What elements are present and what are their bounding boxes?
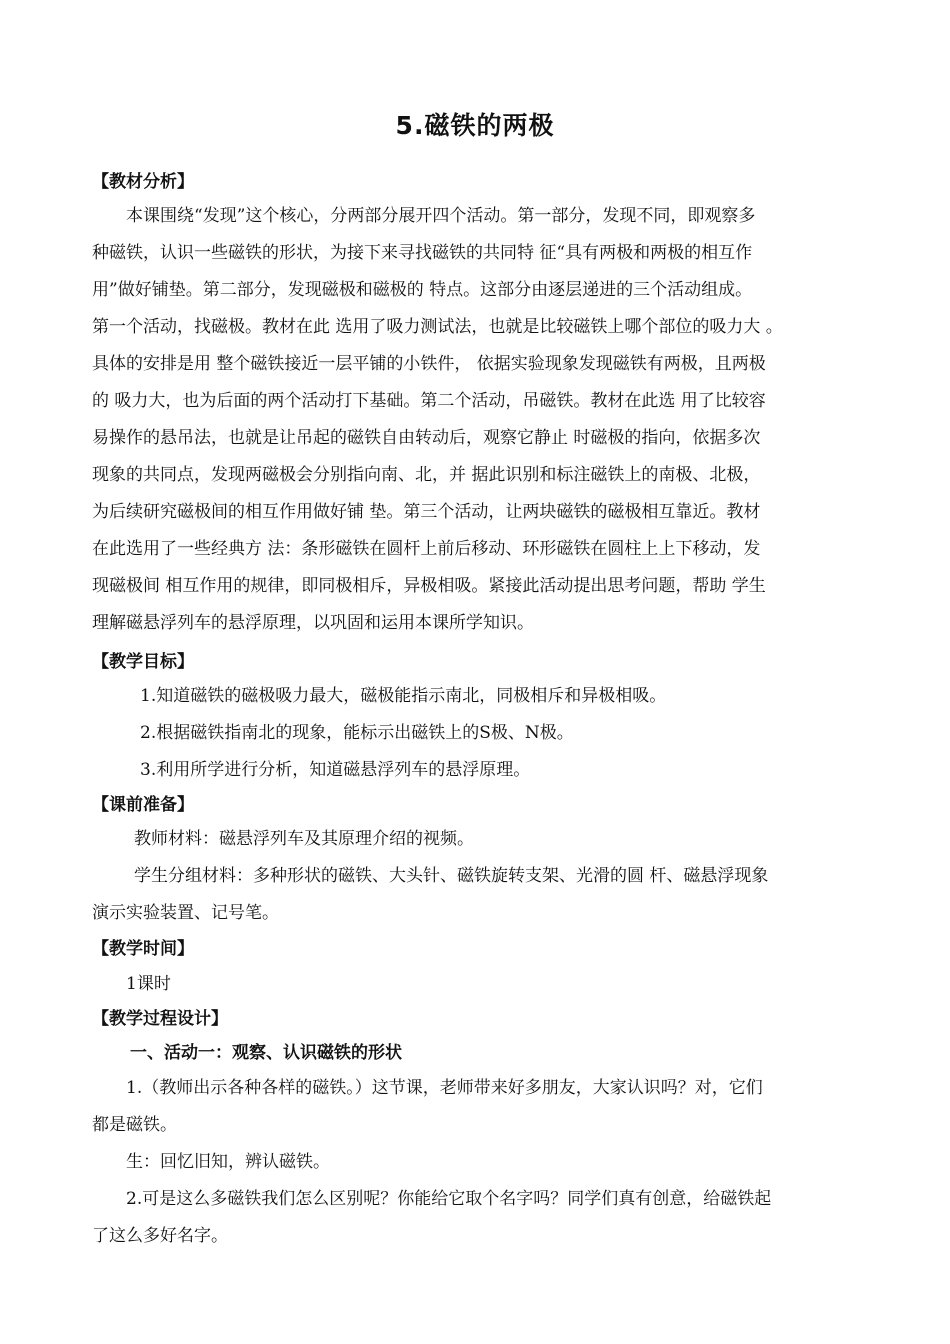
analysis-line: 的 吸力大，也为后面的两个活动打下基础。第二个活动，吊磁铁。教材在此选 用了比较容 bbox=[92, 391, 766, 411]
process-paragraph-line: 1.（教师出示各种各样的磁铁。）这节课，老师带来好多朋友，大家认识吗？对，它们 bbox=[126, 1078, 763, 1098]
analysis-line: 为后续研究磁极间的相互作用做好铺 垫。第三个活动，让两块磁铁的磁极相互靠近。教材 bbox=[92, 502, 761, 522]
activity-one-heading: 一、活动一：观察、认识磁铁的形状 bbox=[130, 1043, 402, 1063]
prep-student-line: 演示实验装置、记号笔。 bbox=[92, 903, 279, 923]
analysis-line: 用”做好铺垫。第二部分，发现磁极和磁极的 特点。这部分由逐层递进的三个活动组成。 bbox=[92, 280, 753, 300]
process-paragraph-line: 2.可是这么多磁铁我们怎么区别呢？你能给它取个名字吗？同学们真有创意，给磁铁起 bbox=[126, 1189, 772, 1209]
analysis-line: 现象的共同点，发现两磁极会分别指向南、北，并 据此识别和标注磁铁上的南极、北极， bbox=[92, 465, 761, 485]
goal-item: 1.知道磁铁的磁极吸力最大，磁极能指示南北，同极相斥和异极相吸。 bbox=[140, 686, 667, 706]
analysis-line: 易操作的悬吊法，也就是让吊起的磁铁自由转动后，观察它静止 时磁极的指向，依据多次 bbox=[92, 428, 761, 448]
analysis-line: 现磁极间 相互作用的规律，即同极相斥，异极相吸。紧接此活动提出思考问题，帮助 学生 bbox=[92, 576, 766, 596]
prep-student-line: 学生分组材料：多种形状的磁铁、大头针、磁铁旋转支架、光滑的圆 杆、磁悬浮现象 bbox=[134, 866, 769, 886]
analysis-line: 本课围绕“发现”这个核心，分两部分展开四个活动。第一部分，发现不同，即观察多 bbox=[126, 206, 756, 226]
section-heading-time: 【教学时间】 bbox=[92, 939, 194, 959]
process-paragraph-line: 生：回忆旧知，辨认磁铁。 bbox=[126, 1152, 330, 1172]
goal-item: 2.根据磁铁指南北的现象，能标示出磁铁上的S极、N极。 bbox=[140, 723, 574, 743]
analysis-line: 在此选用了一些经典方 法：条形磁铁在圆杆上前后移动、环形磁铁在圆柱上上下移动，发 bbox=[92, 539, 761, 559]
section-heading-goals: 【教学目标】 bbox=[92, 652, 194, 672]
analysis-line: 具体的安排是用 整个磁铁接近一层平铺的小铁件， 依据实验现象发现磁铁有两极，且两极 bbox=[92, 354, 766, 374]
process-paragraph-line: 了这么多好名字。 bbox=[92, 1226, 228, 1246]
section-heading-process: 【教学过程设计】 bbox=[92, 1009, 228, 1029]
goal-item: 3.利用所学进行分析，知道磁悬浮列车的悬浮原理。 bbox=[140, 760, 531, 780]
analysis-line: 第一个活动，找磁极。教材在此 选用了吸力测试法，也就是比较磁铁上哪个部位的吸力大 。 bbox=[92, 317, 783, 337]
process-paragraph-line: 都是磁铁。 bbox=[92, 1115, 177, 1135]
page-title: 5.磁铁的两极 bbox=[395, 111, 555, 140]
analysis-line: 种磁铁，认识一些磁铁的形状，为接下来寻找磁铁的共同特 征“具有两极和两极的相互作 bbox=[92, 243, 753, 263]
section-heading-prep: 【课前准备】 bbox=[92, 795, 194, 815]
section-heading-analysis: 【教材分析】 bbox=[92, 172, 194, 192]
analysis-line: 理解磁悬浮列车的悬浮原理，以巩固和运用本课所学知识。 bbox=[92, 613, 534, 633]
time-value: 1课时 bbox=[126, 974, 171, 994]
prep-teacher: 教师材料：磁悬浮列车及其原理介绍的视频。 bbox=[134, 829, 474, 849]
